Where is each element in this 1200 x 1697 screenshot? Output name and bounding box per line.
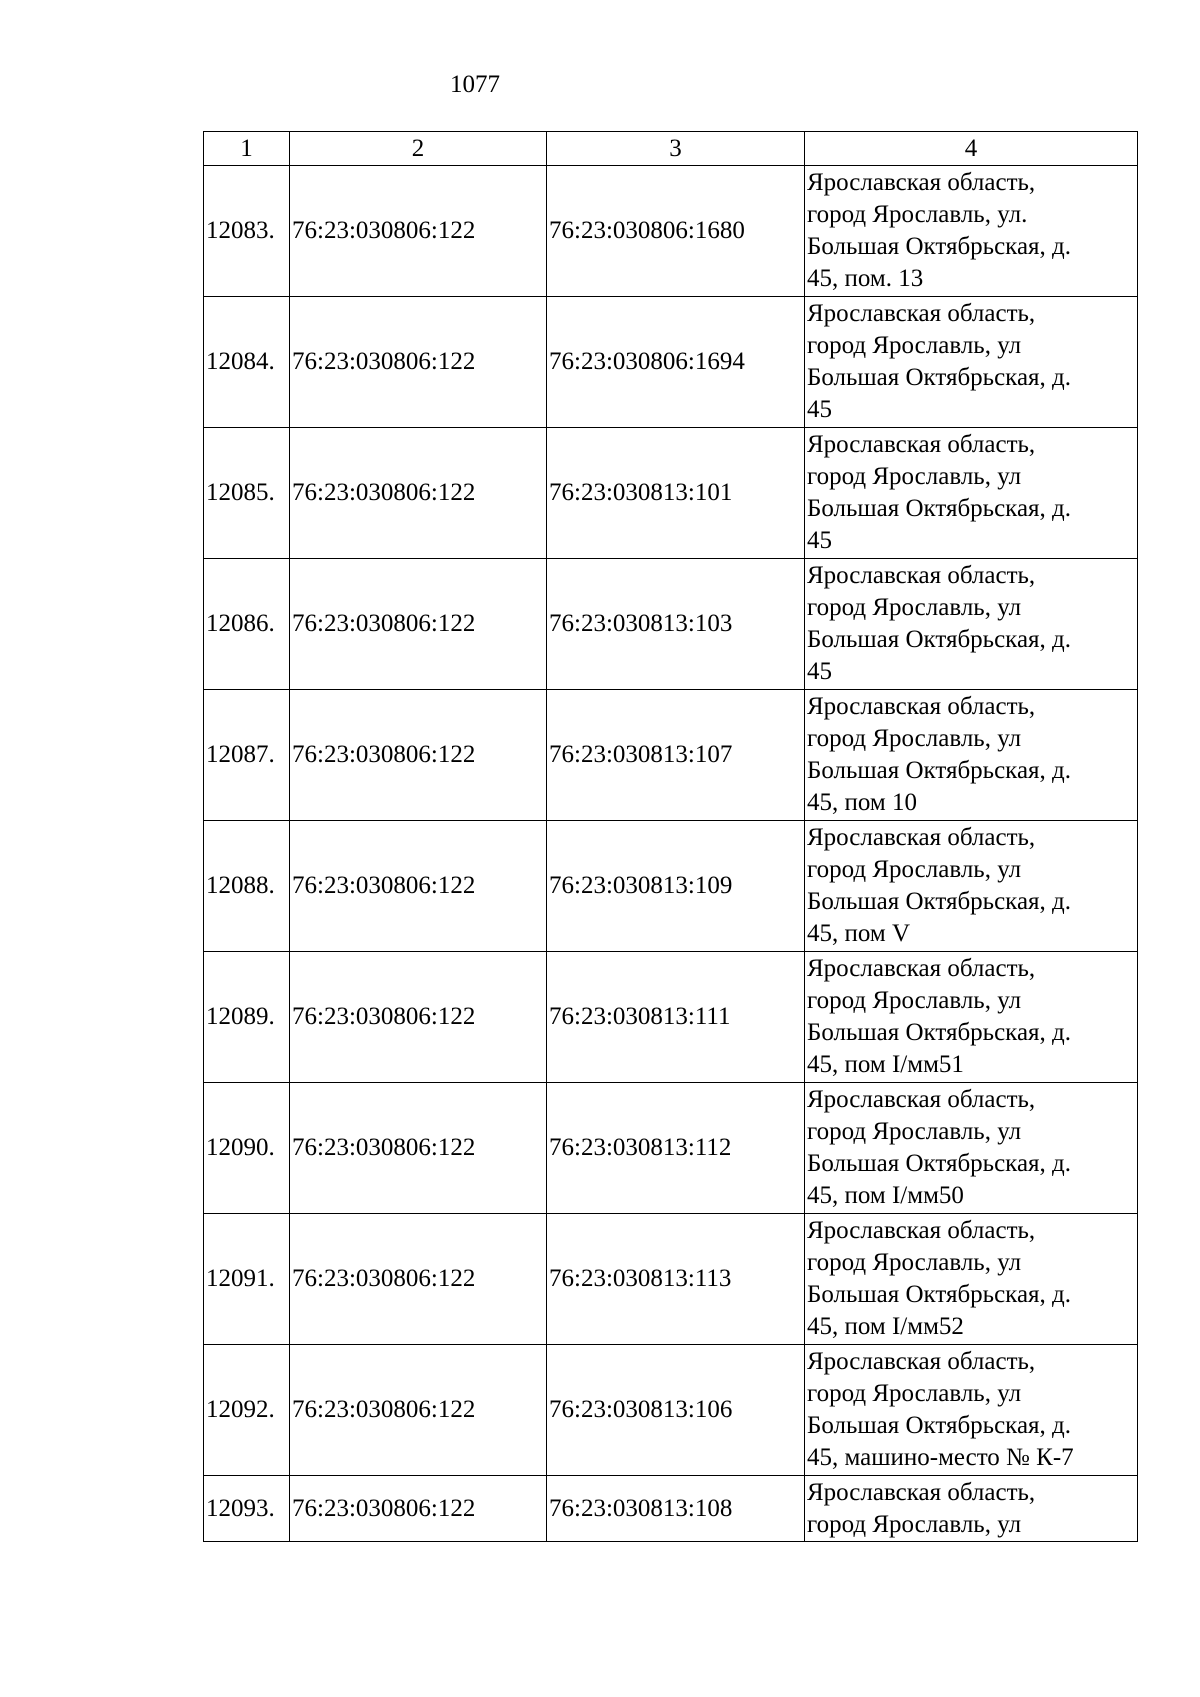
row-number: 12084. bbox=[204, 297, 290, 428]
address-line: Ярославская область, bbox=[807, 824, 1036, 851]
row-number: 12086. bbox=[204, 559, 290, 690]
address-cell bbox=[805, 952, 1138, 1083]
address-line: Ярославская область, bbox=[807, 562, 1036, 589]
registry-table bbox=[203, 131, 1138, 1542]
row-number: 12093. bbox=[204, 1476, 290, 1542]
column-header-2: 2 bbox=[290, 132, 547, 166]
address-line: 45, пом I/мм52 bbox=[807, 1313, 964, 1340]
object-cadastral-number: 76:23:030813:111 bbox=[547, 952, 805, 1083]
table-row bbox=[204, 297, 1138, 428]
address-cell bbox=[805, 428, 1138, 559]
address-line: Ярославская область, bbox=[807, 431, 1036, 458]
row-number: 12089. bbox=[204, 952, 290, 1083]
parcel-cadastral-number: 76:23:030806:122 bbox=[290, 1345, 547, 1476]
row-number: 12092. bbox=[204, 1345, 290, 1476]
object-cadastral-number: 76:23:030806:1694 bbox=[547, 297, 805, 428]
address-cell bbox=[805, 1476, 1138, 1542]
address-line: город Ярославль, ул. bbox=[807, 201, 1028, 228]
table-row bbox=[204, 166, 1138, 297]
address-line: город Ярославль, ул bbox=[807, 1249, 1022, 1276]
table-row bbox=[204, 428, 1138, 559]
address-line: город Ярославль, ул bbox=[807, 594, 1022, 621]
column-header-3: 3 bbox=[547, 132, 805, 166]
parcel-cadastral-number: 76:23:030806:122 bbox=[290, 821, 547, 952]
parcel-cadastral-number: 76:23:030806:122 bbox=[290, 166, 547, 297]
table-row bbox=[204, 1214, 1138, 1345]
object-cadastral-number: 76:23:030813:109 bbox=[547, 821, 805, 952]
address-line: Ярославская область, bbox=[807, 1217, 1036, 1244]
address-line: город Ярославль, ул bbox=[807, 1118, 1022, 1145]
object-cadastral-number: 76:23:030813:108 bbox=[547, 1476, 805, 1542]
object-cadastral-number: 76:23:030813:112 bbox=[547, 1083, 805, 1214]
address-cell bbox=[805, 690, 1138, 821]
address-cell bbox=[805, 559, 1138, 690]
address-line: город Ярославль, ул bbox=[807, 332, 1022, 359]
address-line: 45 bbox=[807, 396, 832, 423]
column-header-4: 4 bbox=[805, 132, 1138, 166]
address-cell bbox=[805, 1214, 1138, 1345]
address-line: 45 bbox=[807, 527, 832, 554]
address-line: город Ярославль, ул bbox=[807, 463, 1022, 490]
parcel-cadastral-number: 76:23:030806:122 bbox=[290, 428, 547, 559]
object-cadastral-number: 76:23:030813:101 bbox=[547, 428, 805, 559]
address-line: Большая Октябрьская, д. bbox=[807, 233, 1072, 260]
address-line: 45, машино-место № К-7 bbox=[807, 1444, 1074, 1471]
object-cadastral-number: 76:23:030813:107 bbox=[547, 690, 805, 821]
address-line: 45, пом I/мм51 bbox=[807, 1051, 964, 1078]
row-number: 12083. bbox=[204, 166, 290, 297]
object-cadastral-number: 76:23:030813:113 bbox=[547, 1214, 805, 1345]
address-cell bbox=[805, 166, 1138, 297]
address-line: Большая Октябрьская, д. bbox=[807, 626, 1072, 653]
page-number bbox=[0, 70, 1150, 100]
object-cadastral-number: 76:23:030806:1680 bbox=[547, 166, 805, 297]
address-line: Ярославская область, bbox=[807, 955, 1036, 982]
address-line: город Ярославль, ул bbox=[807, 987, 1022, 1014]
address-line: Большая Октябрьская, д. bbox=[807, 1281, 1072, 1308]
address-line: Большая Октябрьская, д. bbox=[807, 1019, 1072, 1046]
parcel-cadastral-number: 76:23:030806:122 bbox=[290, 952, 547, 1083]
address-line: Большая Октябрьская, д. bbox=[807, 364, 1072, 391]
address-cell bbox=[805, 297, 1138, 428]
table-row bbox=[204, 1083, 1138, 1214]
table-row bbox=[204, 821, 1138, 952]
address-line: Ярославская область, bbox=[807, 1348, 1036, 1375]
table-row bbox=[204, 952, 1138, 1083]
address-line: Ярославская область, bbox=[807, 1478, 1036, 1506]
row-number: 12090. bbox=[204, 1083, 290, 1214]
address-line: Большая Октябрьская, д. bbox=[807, 1150, 1072, 1177]
address-line: 45, пом V bbox=[807, 920, 911, 947]
object-cadastral-number: 76:23:030813:106 bbox=[547, 1345, 805, 1476]
address-line: Большая Октябрьская, д. bbox=[807, 757, 1072, 784]
address-line: Ярославская область, bbox=[807, 169, 1036, 196]
address-cell bbox=[805, 1345, 1138, 1476]
column-header-1: 1 bbox=[204, 132, 290, 166]
parcel-cadastral-number: 76:23:030806:122 bbox=[290, 1214, 547, 1345]
parcel-cadastral-number: 76:23:030806:122 bbox=[290, 297, 547, 428]
page-number-text: 1077 bbox=[450, 71, 500, 98]
parcel-cadastral-number: 76:23:030806:122 bbox=[290, 559, 547, 690]
address-line: 45, пом. 13 bbox=[807, 265, 924, 292]
parcel-cadastral-number: 76:23:030806:122 bbox=[290, 1083, 547, 1214]
address-line: город Ярославль, ул bbox=[807, 725, 1022, 752]
table-row bbox=[204, 1476, 1138, 1542]
address-line: город Ярославль, ул bbox=[807, 1380, 1022, 1407]
address-cell bbox=[805, 1083, 1138, 1214]
address-line: Ярославская область, bbox=[807, 693, 1036, 720]
row-number: 12088. bbox=[204, 821, 290, 952]
address-line: город Ярославль, ул bbox=[807, 1510, 1022, 1538]
address-line: 45, пом I/мм50 bbox=[807, 1182, 964, 1209]
address-line: 45 bbox=[807, 658, 832, 685]
address-line: город Ярославль, ул bbox=[807, 856, 1022, 883]
address-line: Большая Октябрьская, д. bbox=[807, 495, 1072, 522]
address-cell bbox=[805, 821, 1138, 952]
header-row bbox=[204, 132, 1138, 166]
row-number: 12091. bbox=[204, 1214, 290, 1345]
object-cadastral-number: 76:23:030813:103 bbox=[547, 559, 805, 690]
parcel-cadastral-number: 76:23:030806:122 bbox=[290, 1476, 547, 1542]
row-number: 12085. bbox=[204, 428, 290, 559]
parcel-cadastral-number: 76:23:030806:122 bbox=[290, 690, 547, 821]
address-line: Большая Октябрьская, д. bbox=[807, 1412, 1072, 1439]
address-line: Ярославская область, bbox=[807, 1086, 1036, 1113]
table-row bbox=[204, 559, 1138, 690]
address-line: Ярославская область, bbox=[807, 300, 1036, 327]
table-body bbox=[204, 166, 1138, 1542]
address-line: Большая Октябрьская, д. bbox=[807, 888, 1072, 915]
table-row bbox=[204, 690, 1138, 821]
table-row bbox=[204, 1345, 1138, 1476]
address-line: 45, пом 10 bbox=[807, 789, 917, 816]
row-number: 12087. bbox=[204, 690, 290, 821]
